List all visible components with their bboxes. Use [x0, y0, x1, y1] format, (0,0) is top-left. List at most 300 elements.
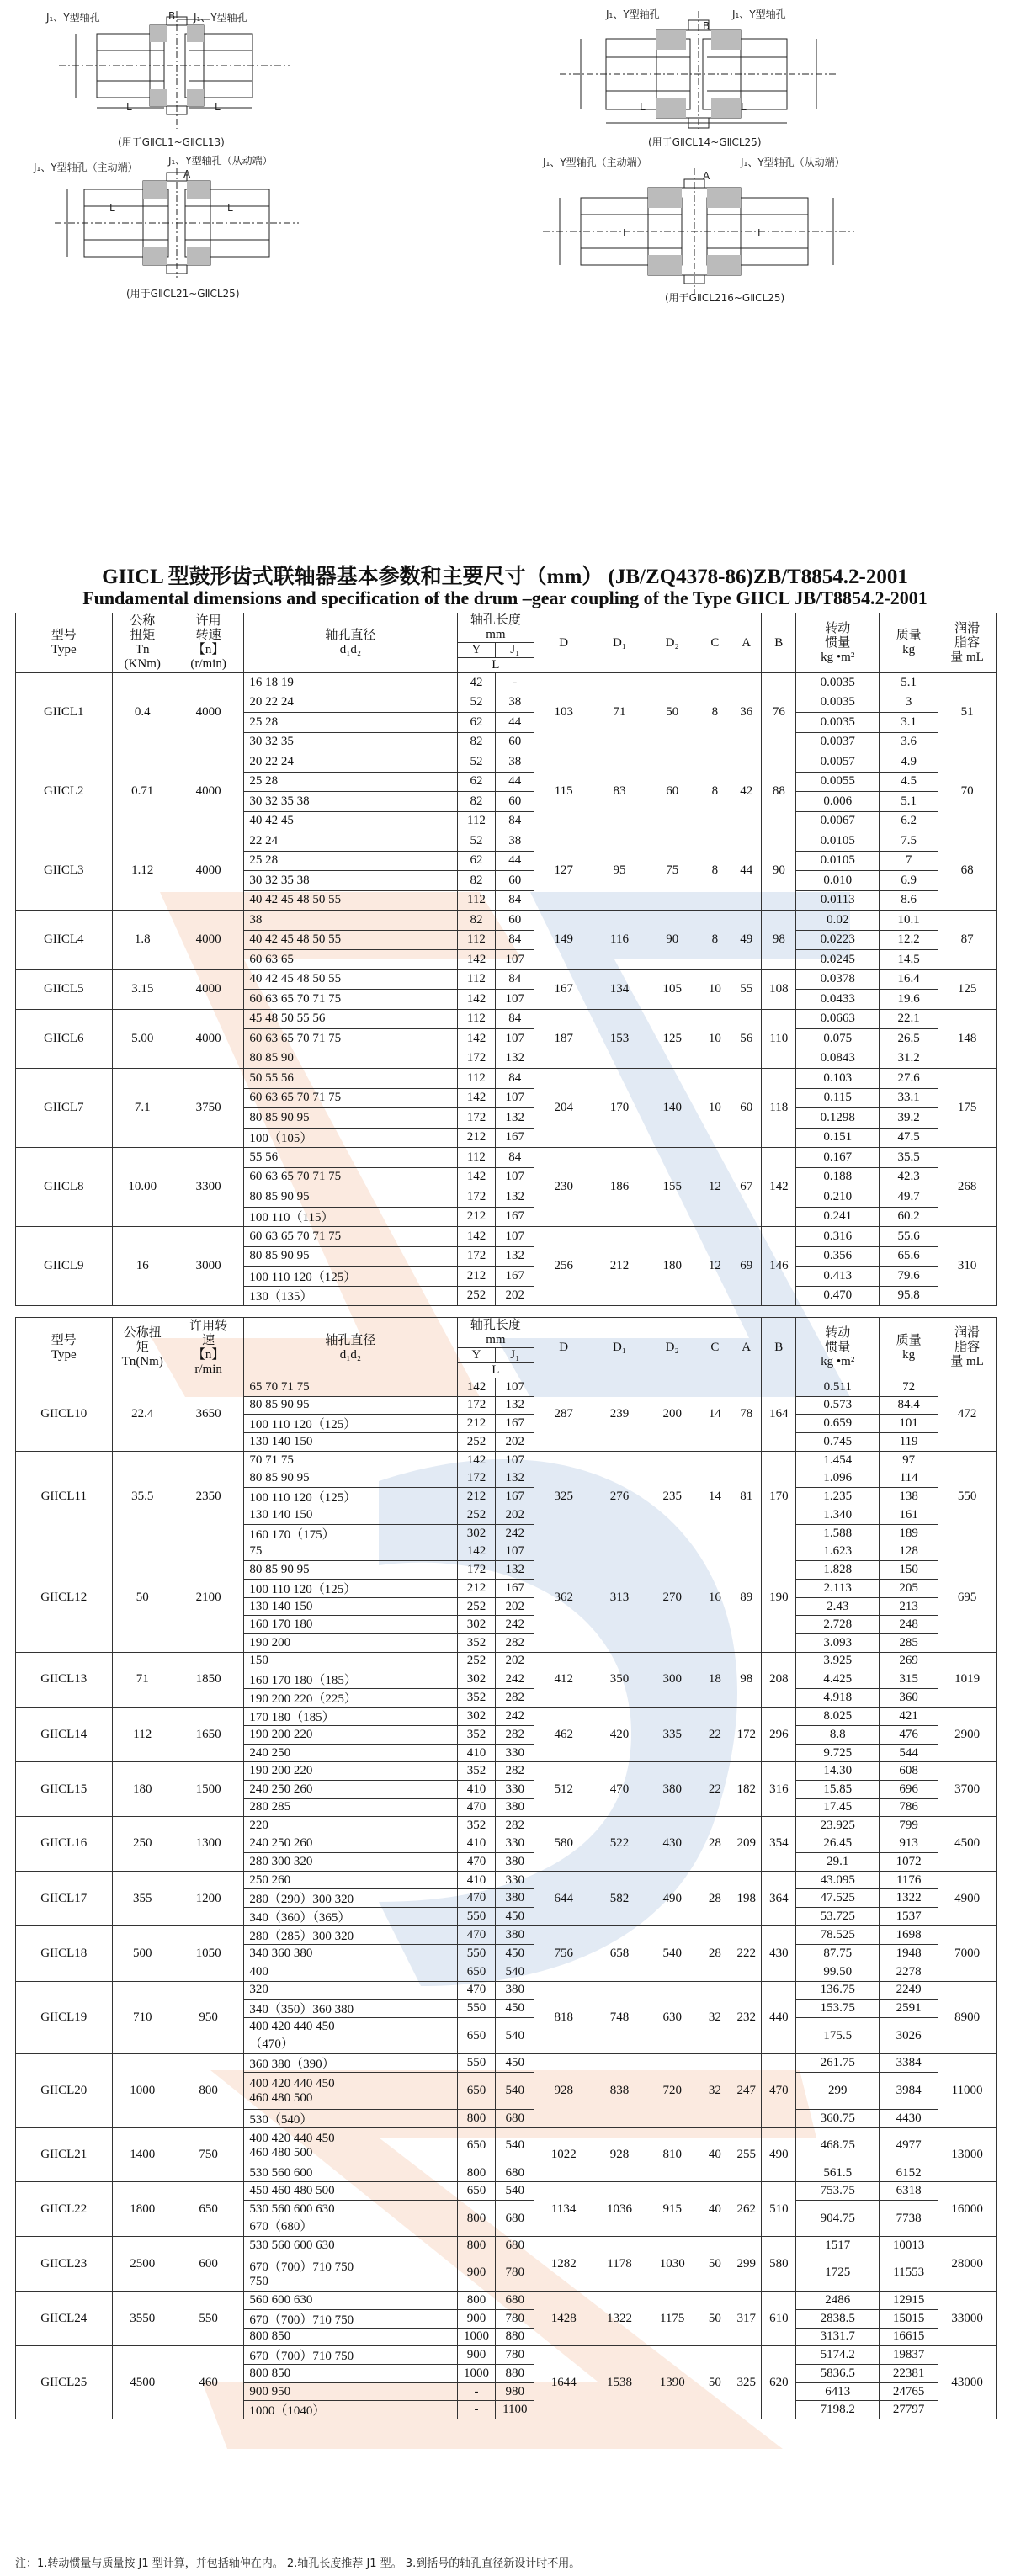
bore-cell: 22 24: [244, 831, 457, 852]
bore-cell: 130（135）: [244, 1286, 457, 1306]
header-type: 型号 Type: [16, 613, 113, 673]
d-cell: 462: [534, 1708, 593, 1762]
j1-length-cell: 680: [496, 2237, 534, 2255]
drawing2-label-left: J₁、Y型轴孔: [606, 8, 660, 20]
c-cell: 8: [699, 752, 731, 831]
y-length-cell: 302: [457, 1616, 496, 1634]
d2-cell: 270: [646, 1543, 699, 1652]
drawing1-caption: (用于GⅡCL1~GⅡCL13): [118, 136, 225, 148]
lube-cell: 13000: [938, 2127, 997, 2182]
drawing2-label-B: B: [703, 20, 710, 32]
j1-length-cell: 242: [496, 1670, 534, 1689]
speed-cell: 3650: [173, 1378, 243, 1452]
y-length-cell: 650: [457, 1963, 496, 1982]
c-cell: 8: [699, 831, 731, 911]
bore-cell: 40 42 45 48 50 55: [244, 969, 457, 990]
d1-cell: 95: [593, 831, 646, 911]
lube-cell: 4500: [938, 1817, 997, 1872]
j1-length-cell: 60: [496, 871, 534, 891]
footnote: 注：1.转动惯量与质量按 J1 型计算，并包括轴伸在内。 2.轴孔长度推荐 J1 型。 3.到括号的轴孔直径新设计时不用。: [15, 2557, 581, 2570]
d1-cell: 658: [593, 1926, 646, 1981]
d-cell: 127: [534, 831, 593, 911]
torque-cell: 10.00: [112, 1148, 173, 1227]
torque-cell: 1000: [112, 2054, 173, 2127]
d1-cell: 186: [593, 1148, 646, 1227]
bore-cell: 60 63 65 70 71 75: [244, 1029, 457, 1049]
bore-cell: 80 85 90: [244, 1049, 457, 1069]
d1-cell: 170: [593, 1069, 646, 1148]
b-cell: 108: [762, 969, 796, 1009]
y-length-cell: 550: [457, 1945, 496, 1963]
j1-length-cell: 980: [496, 2382, 534, 2401]
a-cell: 222: [731, 1926, 762, 1981]
lube-cell: 87: [938, 911, 997, 970]
y-length-cell: 650: [457, 2127, 496, 2164]
j1-length-cell: 107: [496, 950, 534, 970]
y-length-cell: 410: [457, 1871, 496, 1889]
b-cell: 118: [762, 1069, 796, 1148]
j1-length-cell: 84: [496, 811, 534, 831]
b-cell: 470: [762, 2054, 796, 2127]
y-length-cell: -: [457, 2382, 496, 2401]
inertia-cell: 5174.2: [796, 2346, 880, 2365]
d-cell: 149: [534, 911, 593, 970]
model-cell: GIICL22: [16, 2182, 113, 2237]
bore-cell: 530 560 600 630: [244, 2237, 457, 2255]
y-length-cell: 800: [457, 2164, 496, 2182]
lube-cell: 148: [938, 1009, 997, 1069]
inertia-cell: 0.02: [796, 911, 880, 931]
header-l: L: [457, 658, 534, 673]
j1-length-cell: 380: [496, 1981, 534, 2000]
b-cell: 580: [762, 2237, 796, 2292]
y-length-cell: 142: [457, 1378, 496, 1397]
model-cell: GIICL13: [16, 1652, 113, 1708]
inertia-cell: 0.511: [796, 1378, 880, 1397]
y-length-cell: 112: [457, 1148, 496, 1168]
d-cell: 928: [534, 2054, 593, 2127]
j1-length-cell: 84: [496, 969, 534, 990]
d2-cell: 105: [646, 969, 699, 1009]
table-row: [16, 752, 997, 773]
b-cell: 110: [762, 1009, 796, 1069]
inertia-cell: 1.623: [796, 1543, 880, 1561]
lube-cell: 550: [938, 1451, 997, 1543]
torque-cell: 250: [112, 1817, 173, 1872]
bore-cell: 40 42 45 48 50 55: [244, 890, 457, 911]
c-cell: 8: [699, 673, 731, 752]
mass-cell: 22381: [880, 2365, 938, 2383]
y-length-cell: 550: [457, 1908, 496, 1926]
lube-cell: 68: [938, 831, 997, 911]
d2-cell: 1030: [646, 2237, 699, 2292]
y-length-cell: 172: [457, 1396, 496, 1415]
table-row: [16, 1069, 997, 1089]
y-length-cell: 470: [457, 1853, 496, 1872]
a-cell: 44: [731, 831, 762, 911]
a-cell: 182: [731, 1762, 762, 1817]
bore-cell: 400 420 440 450 460 480 500: [244, 2073, 457, 2109]
drawing-gicl216-25: [539, 164, 858, 299]
y-length-cell: 900: [457, 2309, 496, 2328]
d-cell: 512: [534, 1762, 593, 1817]
bore-cell: 40 42 45 48 50 55: [244, 930, 457, 950]
d1-cell: 582: [593, 1871, 646, 1926]
drawing2-label-L1: L: [640, 101, 646, 113]
mass-cell: 15015: [880, 2309, 938, 2328]
y-length-cell: 52: [457, 752, 496, 773]
torque-cell: 1.8: [112, 911, 173, 970]
inertia-cell: 43.095: [796, 1871, 880, 1889]
j1-length-cell: 242: [496, 1616, 534, 1634]
j1-length-cell: 380: [496, 1926, 534, 1945]
a-cell: 55: [731, 969, 762, 1009]
bore-cell: 30 32 35: [244, 732, 457, 752]
header-mass: 质量 kg: [880, 1318, 938, 1378]
inertia-cell: 0.316: [796, 1227, 880, 1247]
mass-cell: 161: [880, 1506, 938, 1524]
y-length-cell: 800: [457, 2291, 496, 2309]
torque-cell: 3550: [112, 2291, 173, 2345]
table-row: [16, 1981, 997, 2000]
inertia-cell: 1.828: [796, 1561, 880, 1580]
bore-cell: 280（290）300 320: [244, 1889, 457, 1908]
b-cell: 170: [762, 1451, 796, 1543]
inertia-cell: 2.43: [796, 1597, 880, 1616]
speed-cell: 1850: [173, 1652, 243, 1708]
j1-length-cell: 330: [496, 1780, 534, 1798]
y-length-cell: 142: [457, 1543, 496, 1561]
drawing4-label-L2: L: [758, 227, 763, 239]
inertia-cell: 0.0105: [796, 831, 880, 852]
mass-cell: 31.2: [880, 1049, 938, 1069]
b-cell: 296: [762, 1708, 796, 1762]
inertia-cell: 3131.7: [796, 2328, 880, 2346]
j1-length-cell: 84: [496, 930, 534, 950]
bore-cell: 800 850: [244, 2328, 457, 2346]
mass-cell: 128: [880, 1543, 938, 1561]
c-cell: 28: [699, 1871, 731, 1926]
header-y: Y: [457, 1348, 496, 1363]
d2-cell: 125: [646, 1009, 699, 1069]
model-cell: GIICL18: [16, 1926, 113, 1981]
mass-cell: 6152: [880, 2164, 938, 2182]
mass-cell: 101: [880, 1415, 938, 1433]
drawing4-label-left: J₁、Y型轴孔（主动端）: [543, 157, 647, 168]
inertia-cell: 29.1: [796, 1853, 880, 1872]
j1-length-cell: 107: [496, 1167, 534, 1187]
bore-cell: 280 300 320: [244, 1853, 457, 1872]
torque-cell: 710: [112, 1981, 173, 2054]
header-inertia: 转动 惯量 kg •m²: [796, 1318, 880, 1378]
bore-cell: 240 250: [244, 1744, 457, 1762]
drawing3-label-right: J₁、Y型轴孔（从动端）: [168, 155, 273, 167]
header-type: 型号 Type: [16, 1318, 113, 1378]
j1-length-cell: 380: [496, 1798, 534, 1817]
mass-cell: 1176: [880, 1871, 938, 1889]
y-length-cell: 212: [457, 1487, 496, 1506]
j1-length-cell: 330: [496, 1744, 534, 1762]
mass-cell: 913: [880, 1835, 938, 1853]
torque-cell: 1800: [112, 2182, 173, 2237]
mass-cell: 49.7: [880, 1187, 938, 1208]
c-cell: 28: [699, 1926, 731, 1981]
d2-cell: 630: [646, 1981, 699, 2054]
speed-cell: 4000: [173, 673, 243, 752]
bore-cell: 40 42 45: [244, 811, 457, 831]
d-cell: 187: [534, 1009, 593, 1069]
j1-length-cell: 38: [496, 752, 534, 773]
header-mass: 质量 kg: [880, 613, 938, 673]
mass-cell: 3026: [880, 2018, 938, 2054]
table-row: [16, 1227, 997, 1247]
inertia-cell: 0.0843: [796, 1049, 880, 1069]
table-row: [16, 1451, 997, 1469]
header-d: D: [534, 613, 593, 673]
c-cell: 32: [699, 2054, 731, 2127]
header-a: A: [731, 613, 762, 673]
inertia-cell: 0.0113: [796, 890, 880, 911]
bore-cell: 530 560 600 630 670（680）: [244, 2201, 457, 2237]
b-cell: 364: [762, 1871, 796, 1926]
lube-cell: 125: [938, 969, 997, 1009]
bore-cell: 80 85 90 95: [244, 1187, 457, 1208]
mass-cell: 72: [880, 1378, 938, 1397]
lube-cell: 695: [938, 1543, 997, 1652]
speed-cell: 650: [173, 2182, 243, 2237]
model-cell: GIICL14: [16, 1708, 113, 1762]
a-cell: 60: [731, 1069, 762, 1148]
inertia-cell: 360.75: [796, 2109, 880, 2127]
inertia-cell: 8.8: [796, 1726, 880, 1745]
j1-length-cell: 107: [496, 1451, 534, 1469]
bore-cell: 160 170（175）: [244, 1524, 457, 1543]
table-row: [16, 1009, 997, 1029]
model-cell: GIICL1: [16, 673, 113, 752]
d-cell: 1022: [534, 2127, 593, 2182]
coupling-drawings: [0, 0, 1010, 547]
inertia-cell: 0.0035: [796, 713, 880, 733]
j1-length-cell: 60: [496, 911, 534, 931]
inertia-cell: 153.75: [796, 2000, 880, 2018]
table-row: [16, 2291, 997, 2309]
lube-cell: 4900: [938, 1871, 997, 1926]
table-row: [16, 1817, 997, 1835]
j1-length-cell: 540: [496, 2127, 534, 2164]
header-bore-length: 轴孔长度 mm: [457, 1318, 534, 1348]
d2-cell: 235: [646, 1451, 699, 1543]
j1-length-cell: 680: [496, 2109, 534, 2127]
c-cell: 18: [699, 1652, 731, 1708]
inertia-cell: 0.103: [796, 1069, 880, 1089]
bore-cell: 240 250 260: [244, 1780, 457, 1798]
b-cell: 142: [762, 1148, 796, 1227]
torque-cell: 4500: [112, 2346, 173, 2419]
header-d2: D₂: [646, 613, 699, 673]
d2-cell: 540: [646, 1926, 699, 1981]
d-cell: 103: [534, 673, 593, 752]
c-cell: 10: [699, 1069, 731, 1148]
y-length-cell: 172: [457, 1108, 496, 1129]
j1-length-cell: 84: [496, 890, 534, 911]
j1-length-cell: 780: [496, 2255, 534, 2291]
inertia-cell: 136.75: [796, 1981, 880, 2000]
b-cell: 610: [762, 2291, 796, 2345]
drawing1-label-right: J₁、Y型轴孔: [194, 12, 247, 24]
b-cell: 430: [762, 1926, 796, 1981]
j1-length-cell: 202: [496, 1597, 534, 1616]
d1-cell: 71: [593, 673, 646, 752]
a-cell: 42: [731, 752, 762, 831]
c-cell: 12: [699, 1148, 731, 1227]
a-cell: 36: [731, 673, 762, 752]
inertia-cell: 3.093: [796, 1633, 880, 1652]
y-length-cell: 142: [457, 950, 496, 970]
d-cell: 230: [534, 1148, 593, 1227]
lube-cell: 268: [938, 1148, 997, 1227]
d-cell: 644: [534, 1871, 593, 1926]
model-cell: GIICL10: [16, 1378, 113, 1452]
model-cell: GIICL8: [16, 1148, 113, 1227]
header-j1: J₁: [496, 643, 534, 658]
torque-cell: 355: [112, 1871, 173, 1926]
j1-length-cell: 242: [496, 1524, 534, 1543]
y-length-cell: 352: [457, 1726, 496, 1745]
d2-cell: 1175: [646, 2291, 699, 2345]
d2-cell: 335: [646, 1708, 699, 1762]
model-cell: GIICL12: [16, 1543, 113, 1652]
speed-cell: 4000: [173, 831, 243, 911]
j1-length-cell: 450: [496, 1945, 534, 1963]
mass-cell: 4.9: [880, 752, 938, 773]
mass-cell: 608: [880, 1762, 938, 1781]
inertia-cell: 1.340: [796, 1506, 880, 1524]
a-cell: 209: [731, 1817, 762, 1872]
j1-length-cell: 380: [496, 1853, 534, 1872]
inertia-cell: 0.0055: [796, 772, 880, 792]
y-length-cell: 1000: [457, 2365, 496, 2383]
d1-cell: 276: [593, 1451, 646, 1543]
header-y: Y: [457, 643, 496, 658]
speed-cell: 4000: [173, 752, 243, 831]
c-cell: 50: [699, 2237, 731, 2292]
d1-cell: 153: [593, 1009, 646, 1069]
bore-cell: 530（540）: [244, 2109, 457, 2127]
bore-cell: 25 28: [244, 713, 457, 733]
y-length-cell: 212: [457, 1415, 496, 1433]
inertia-cell: 0.470: [796, 1286, 880, 1306]
inertia-cell: 0.241: [796, 1207, 880, 1227]
inertia-cell: 0.0378: [796, 969, 880, 990]
bore-cell: 80 85 90 95: [244, 1396, 457, 1415]
lube-cell: 43000: [938, 2346, 997, 2419]
drawing3-label-A: A: [183, 168, 191, 180]
inertia-cell: 7198.2: [796, 2401, 880, 2419]
inertia-cell: 0.0663: [796, 1009, 880, 1029]
mass-cell: 39.2: [880, 1108, 938, 1129]
d2-cell: 140: [646, 1069, 699, 1148]
mass-cell: 150: [880, 1561, 938, 1580]
y-length-cell: 62: [457, 713, 496, 733]
y-length-cell: 82: [457, 871, 496, 891]
j1-length-cell: 132: [496, 1049, 534, 1069]
j1-length-cell: 167: [496, 1207, 534, 1227]
j1-length-cell: 60: [496, 792, 534, 812]
model-cell: GIICL2: [16, 752, 113, 831]
drawing-gicl21-25: [50, 164, 303, 282]
torque-cell: 500: [112, 1926, 173, 1981]
y-length-cell: 82: [457, 911, 496, 931]
d-cell: 756: [534, 1926, 593, 1981]
table-row: [16, 1762, 997, 1781]
c-cell: 14: [699, 1451, 731, 1543]
header-bore-length: 轴孔长度 mm: [457, 613, 534, 643]
a-cell: 317: [731, 2291, 762, 2345]
model-cell: GIICL4: [16, 911, 113, 970]
drawing1-label-L2: L: [215, 101, 221, 113]
y-length-cell: 1000: [457, 2328, 496, 2346]
lube-cell: 1019: [938, 1652, 997, 1708]
inertia-cell: 3.925: [796, 1652, 880, 1670]
a-cell: 78: [731, 1378, 762, 1452]
header-torque: 公称扭 矩 Tn(Nm): [112, 1318, 173, 1378]
mass-cell: 2591: [880, 2000, 938, 2018]
y-length-cell: 352: [457, 1762, 496, 1781]
j1-length-cell: 107: [496, 1378, 534, 1397]
d2-cell: 915: [646, 2182, 699, 2237]
table-row: [16, 2237, 997, 2255]
bore-cell: 340（360）（365）: [244, 1908, 457, 1926]
bore-cell: 130 140 150: [244, 1433, 457, 1452]
mass-cell: 799: [880, 1817, 938, 1835]
model-cell: GIICL19: [16, 1981, 113, 2054]
y-length-cell: 172: [457, 1561, 496, 1580]
bore-cell: 80 85 90 95: [244, 1246, 457, 1267]
mass-cell: 7.5: [880, 831, 938, 852]
y-length-cell: 302: [457, 1708, 496, 1726]
d1-cell: 1538: [593, 2346, 646, 2419]
d-cell: 1428: [534, 2291, 593, 2345]
d2-cell: 180: [646, 1227, 699, 1306]
bore-cell: 280 285: [244, 1798, 457, 1817]
y-length-cell: 172: [457, 1246, 496, 1267]
j1-length-cell: 780: [496, 2309, 534, 2328]
bore-cell: 100 110（115）: [244, 1207, 457, 1227]
j1-length-cell: 107: [496, 990, 534, 1010]
mass-cell: 60.2: [880, 1207, 938, 1227]
mass-cell: 97: [880, 1451, 938, 1469]
inertia-cell: 1725: [796, 2255, 880, 2291]
bore-cell: 450 460 480 500: [244, 2182, 457, 2201]
bore-cell: 320: [244, 1981, 457, 2000]
j1-length-cell: 167: [496, 1415, 534, 1433]
d-cell: 256: [534, 1227, 593, 1306]
inertia-cell: 1517: [796, 2237, 880, 2255]
mass-cell: 786: [880, 1798, 938, 1817]
header-d1: D₁: [593, 1318, 646, 1378]
bore-cell: 360 380（390）: [244, 2054, 457, 2073]
y-length-cell: 62: [457, 772, 496, 792]
table-title-en: Fundamental dimensions and specification of the drum –gear coupling of the Type GIICL JB/T8854.2-2001: [82, 587, 928, 608]
inertia-cell: 5836.5: [796, 2365, 880, 2383]
lube-cell: 51: [938, 673, 997, 752]
mass-cell: 27.6: [880, 1069, 938, 1089]
j1-length-cell: 167: [496, 1579, 534, 1597]
j1-length-cell: 202: [496, 1286, 534, 1306]
speed-cell: 1500: [173, 1762, 243, 1817]
y-length-cell: 142: [457, 1451, 496, 1469]
y-length-cell: 112: [457, 930, 496, 950]
